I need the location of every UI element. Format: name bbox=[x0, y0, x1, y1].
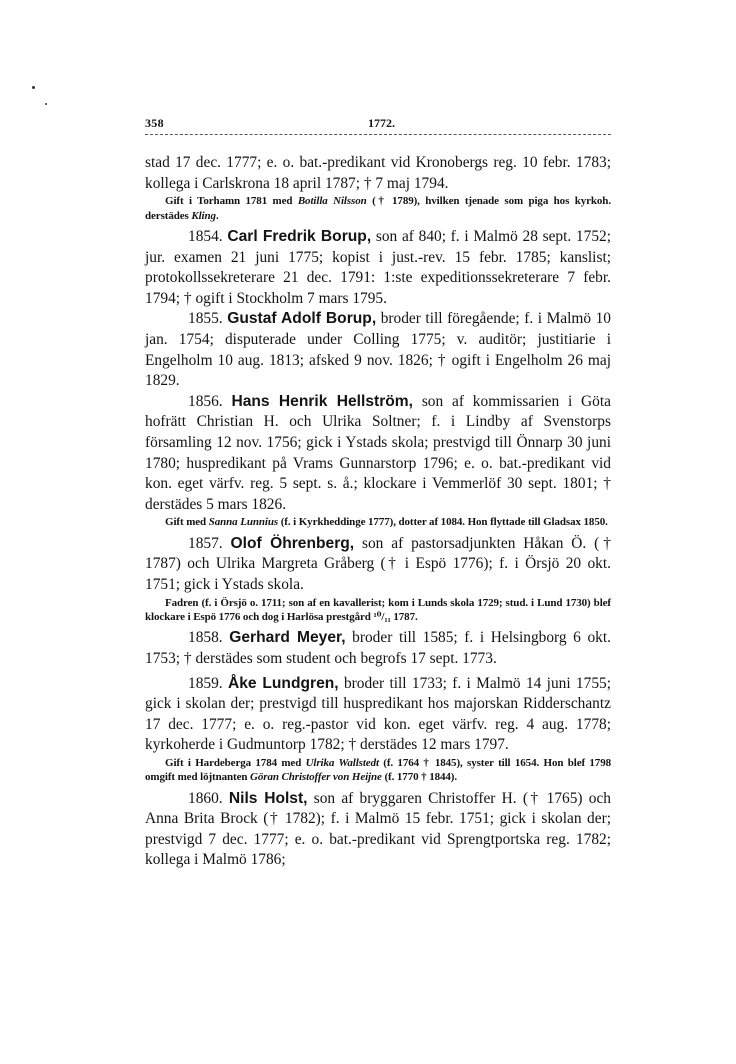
entry-number: 1860. bbox=[188, 789, 223, 807]
entry-1855: 1855. Gustaf Adolf Borup, broder till föregående; f. i Malmö 10 jan. 1754; disputerade under Colling 1775; v. auditör; justitiarie i Engelholm 10 aug. 1813; afsked 9 nov. 1826; † ogift i Engelholm 26 maj 1829. bbox=[145, 310, 612, 390]
entry-number: 1858. bbox=[188, 629, 223, 647]
person-name: Gustaf Adolf Borup, bbox=[227, 310, 377, 328]
person-name: Olof Öhrenberg, bbox=[230, 534, 355, 552]
note-paragraph: Fadren (f. i Örsjö o. 1711; son af en kavallerist; kom i Lunds skola 1729; stud. i Lund 1730) blef klockare i Espö 1776 och dog i Harlösa prestgård ¹⁰/₁₁ 1787. bbox=[145, 596, 611, 623]
entry-number: 1854. bbox=[188, 228, 223, 245]
entry-1857: 1857. Olof Öhrenberg, son af pastorsadjunkten Håkan Ö. († 1787) och Ulrika Margreta Gråberg († i Espö 1776); f. i Örsjö 20 okt. 1751; gick i Ystads skola. bbox=[145, 534, 611, 593]
entry-number: 1856. bbox=[188, 392, 223, 410]
header-rule bbox=[145, 134, 611, 135]
person-name: Hans Henrik Hellström, bbox=[231, 392, 413, 410]
running-header bbox=[145, 116, 611, 142]
note-paragraph: Gift med Sanna Lunnius (f. i Kyrkheddinge 1777), dotter af 1084. Hon flyttade till Gladsax 1850. bbox=[165, 516, 608, 529]
scan-speck bbox=[32, 86, 35, 89]
note-paragraph: Gift i Hardeberga 1784 med Ulrika Wallstedt (f. 1764 † 1845), syster till 1654. Hon blef 1798 omgift med löjtnanten Göran Christoffer von Heijne (f. 1770 † 1844). bbox=[145, 756, 611, 784]
entry-1858: 1858. Gerhard Meyer, broder till 1585; f. i Helsingborg 6 okt. 1753; † derstädes som student och begrofs 17 sept. 1773. bbox=[145, 629, 611, 667]
entry-number: 1857. bbox=[188, 534, 223, 552]
person-name: Carl Fredrik Borup, bbox=[227, 228, 372, 245]
scan-speck bbox=[45, 103, 47, 105]
entry-1860: 1860. Nils Holst, son af bryggaren Christoffer H. († 1765) och Anna Brita Brock († 1782); f. i Malmö 15 febr. 1751; gick i skolan der; prestvigd 7 dec. 1777; e. o. bat.-predikant vid Sprengtportska reg. 1782; kollega i Malmö 1786; bbox=[145, 789, 611, 869]
person-name: Gerhard Meyer, bbox=[229, 629, 346, 647]
entry-1859: 1859. Åke Lundgren, broder till 1733; f. i Malmö 14 juni 1755; gick i skolan der; prestvigd till huspredikant hos majorskan Ridderschantz 17 dec. 1777; e. o. reg.-pastor vid kon. eget värfv. reg. 4 aug. 1778; kyrkoherde i Gudmuntorp 1782; † derstädes 12 mars 1797. bbox=[145, 674, 611, 754]
continued-paragraph: stad 17 dec. 1777; e. o. bat.-predikant vid Kronobergs reg. 10 febr. 1783; kollega i Carlskrona 18 april 1787; † 7 maj 1794. bbox=[145, 154, 611, 192]
entry-1856: 1856. Hans Henrik Hellström, son af kommissarien i Göta hofrätt Christian H. och Ulrika Soltner; f. i Lindby af Svenstorps församling 12 nov. 1756; gick i Ystads skola; prestvigd till Önnarp 30 juni 1780; huspredikant på Vrams Gunnarstorp 1796; e. o. bat.-predikant vid kon. eget värfv. reg. 5 sept. s. å.; klockare i Vemmerlöf 30 sept. 1801; † derstädes 5 mars 1826. bbox=[145, 392, 611, 513]
entry-number: 1859. bbox=[188, 674, 223, 692]
note-paragraph: Gift i Torhamn 1781 med Botilla Nilsson († 1789), hvilken tjenade som piga hos kyrkoh. derstädes Kling. bbox=[145, 195, 611, 222]
text-body bbox=[145, 153, 611, 871]
person-name: Nils Holst, bbox=[228, 789, 308, 807]
page-number: 358 bbox=[145, 116, 164, 130]
person-name: Åke Lundgren, bbox=[227, 674, 339, 692]
running-year: 1772. bbox=[368, 116, 395, 130]
entry-1854: 1854. Carl Fredrik Borup, son af 840; f. i Malmö 28 sept. 1752; jur. examen 21 juni 1775; kopist i just.-rev. 15 febr. 1785; kanslist; protokollssekreterare 21 dec. 1791: 1:ste expeditionssekreterare 7 febr. 1794; † ogift i Stockholm 7 mars 1795. bbox=[145, 228, 611, 307]
entry-number: 1855. bbox=[188, 310, 223, 328]
